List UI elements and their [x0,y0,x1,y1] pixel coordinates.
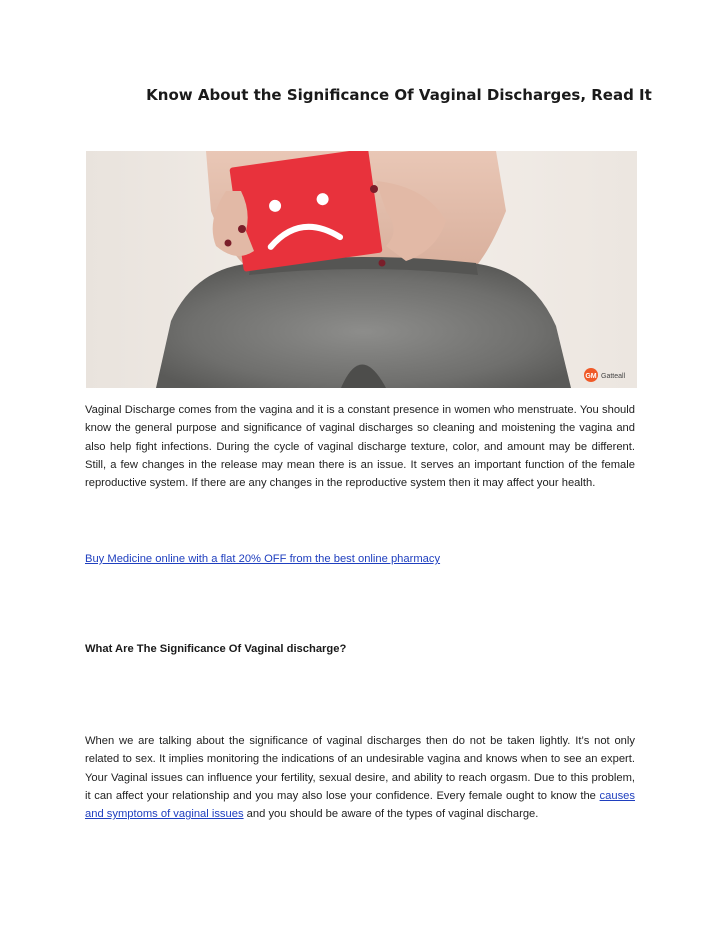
promo-link[interactable]: Buy Medicine online with a flat 20% OFF from the best online pharmacy [85,553,441,565]
intro-paragraph: Vaginal Discharge comes from the vagina and it is a constant presence in women who menstruate. You should know the general purpose and significance of vaginal discharges so cleaning and moistening the vagina and also help fight infections. During the cycle of vaginal discharge texture, color, and amount may be different. Still, a few changes in the release may mean there is an issue. It serves an important function of the female reproductive system. If there are any changes in the reproductive system then it may affect your health. [85,404,635,490]
svg-text:GM: GM [585,373,597,380]
hero-illustration [86,151,637,388]
gm-logo-icon [584,368,598,382]
section-paragraph-text: When we are talking about the significance of vaginal discharges then do not be taken lightly. It’s not only related to sex. It implies monitoring the indications of an undesirable vagina and knows when to see an expert. Your Vaginal issues can influence your fertility, sexual desire, and ability to reach orgasm. Due to this problem, it can affect your relationship and you may also lose your confidence. Every female ought to know the [85,735,635,802]
hero-image [86,151,637,388]
page-title: Know About the Significance Of Vaginal Discharges, Read It [146,86,652,104]
section-paragraph-text-end: and you should be aware of the types of vaginal discharge. [243,808,539,821]
watermark-text: Gatteall [601,373,626,380]
section-heading: What Are The Significance Of Vaginal discharge? [85,643,347,655]
causes-symptoms-link[interactable]: causes and symptoms of vaginal issues [85,789,635,821]
section-paragraph [85,732,635,823]
